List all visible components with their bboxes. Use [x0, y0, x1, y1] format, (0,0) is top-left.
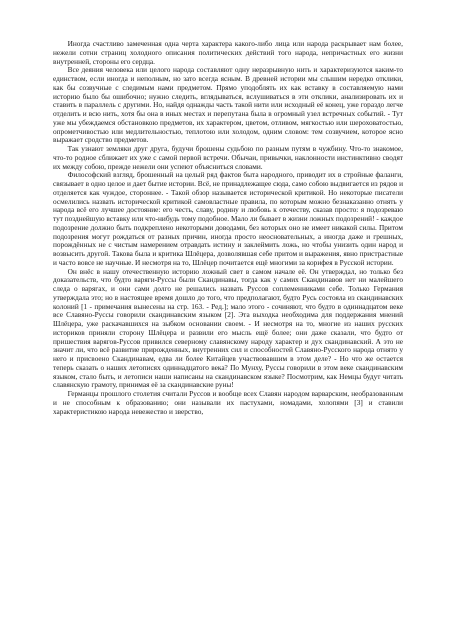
paragraph-1: Иногда счастливо замеченная одна черта характера какого-либо лица или народа раскрывает нам более, нежели сотни страниц холодного описания политических действий того народа, непричастных его жизни внутренней, стороны его сердца. — [53, 39, 403, 66]
paragraph-3: Так узнают земляки друг друга, будучи брошены судьбою по разным путям в чужбину. Что-то знакомое, что-то родное сближает их уже с самой первой встречи. Обычаи, привычки, наклонности инстинктивно сводят их между собою, прежде нежели они успеют объясниться словами. — [53, 144, 403, 171]
paragraph-2: Все деяния человека или целого народа составляют одну неразрывную нить и характеризуются каким-то единством, если иногда и неполным, но зато всегда ясным. В древней истории мы слышим нередко отклики, как бы созвучные с следимым нами предметом. Прямо уподоблять их как вставку в составляемую нами историю было бы ошибочно; нужно следить, вглядываться, вслушиваться в эти отклики, анализировать их и ставить в параллель с другими. Но, найдя однажды часть такой нити или исходный её конец, уже гораздо легче отделить и всю нить, хотя бы она в иных местах и перепутана была в огромный узел встречных событий. - Тут уже мы убеждаемся обстановкою предметов, их характером, цветом, отливом, мягкостью или шероховатостью, опрометчивостью или медлительностью, теплотою или холодом, одним словом: тем созвучием, которое ясно выражает сродство предметов. — [53, 65, 403, 145]
paragraph-4: Философский взгляд, брошенный на целый ряд фактов быта народного, приводит их в стройные фаланги, связывает в одно целое и дает бытие истории. Всё, не принадлежащее сюда, само собою выдвигается из рядов и отделяется как чуждое, стороннее. - Такой обзор называется исторической критикой. Но некоторые писатели осмелились назвать исторической критикой самовластные правила, по которым можно безнаказанно отнять у народа всё его лучшее достояние: его честь, славу, родину и любовь к отечеству, сказав просто: я подозреваю тут позднейшую вставку или что-нибудь тому подобное. Мало ли бывает в жизни ложных подозрений! - каждое подозрение должно быть подкреплено некоторыми доводами, без которых оно не имеет никакой силы. Притом подозрения могут рождаться от разных причин, иногда просто неосновательных, а иногда даже и грешных, порождённых не с чистым намерением отравдать истину и заклеймить ложь, но чтобы унизить один народ и возвысить другой. Такова была и критика Шлёцера, дозволявшая себе притом и выражения, явно пристрастные и часто вовсе не научные. И несмотря на то, Шлёцер почитается ещё многими за корифея в Русской истории. — [53, 170, 403, 267]
paragraph-5: Он внёс в нашу отечественную историю ложный свет в самом начале её. Он утверждал, но только без доказательств, что будто варяги-Руссы были Скандинавы, тогда как у самих Скандинавов нет ни малейшего следа о варягах, и они сами долго не решались назвать Руссов соплеменниками себе. Только Германия утверждала это; но в настоящее время дошло до того, что предполагают, будто Русь состояла из скандинавских колоний [1 - примечания вынесены на стр. 163. - Ред.]; мало этого - сочиняют, что будто в одиннадцатом веке все Славяно-Руссы говорили скандинавским языком [2]. Эта выходка необходима для поддержания мнений Шлёцера, уже раскачавшихся на зыбком основании своем. - И несмотря на то, многие из наших русских историков приняли сторону Шлёцера и развили его мысль ещё более; они даже сказали, что будто от пришествия варягов-Руссов привился северному славянскому народу характер и дух скандинавский. А это не значит ли, что всё развитие прирожденных, внутренних сил и способностей Славяно-Русского народа отнято у него и присвоено Скандинавам, едва ли более Китайцев участвовавшим в этом деле? - Но что же остается теперь сказать о наших летописях одиннадцатого века? По Мунху, Руссы говорили в этом веке скандинавским языком, стало быть, и летописи наши написаны на скандинавском языке? Посмотрим, как Немцы будут читать славянскую грамоту, принимая её за скандинавские руны! — [53, 266, 403, 390]
paragraph-6: Германцы прошлого столетия считали Руссов и вообще всех Славян народом варварским, необразованным и не способным к образованию; они называли их пастухами, номадами, холопями [3] и ставили характеристикою народа невежество и зверство, — [53, 389, 403, 416]
document-page — [53, 40, 403, 416]
